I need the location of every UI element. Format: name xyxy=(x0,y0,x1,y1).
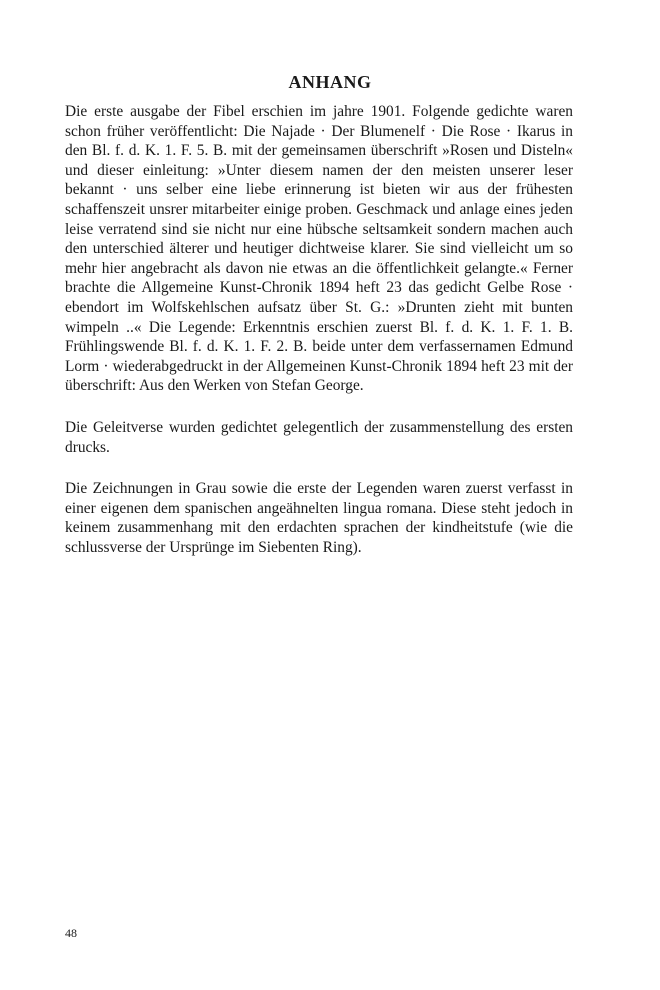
paragraph-publication-history: Die erste ausgabe der Fibel erschien im jahre 1901. Folgende gedichte waren schon früher veröffentlicht: Die Najade · Der Blumenelf · Die Rose · Ikarus in den Bl. f. d. K. 1. F. 5. B. mit der gemeinsamen überschrift »Rosen und Disteln« und dieser einleitung: »Unter diesem namen der den meisten unserer leser bekannt · uns selber eine liebe erinnerung ist bieten wir aus der frühesten schaffenszeit unsrer mitarbeiter einige proben. Geschmack und anlage eines jeden leise verratend sind sie nicht nur eine hübsche seltsamkeit sondern machen auch den unterschied älterer und heutiger dichtweise klarer. Sie sind vielleicht um so mehr hier angebracht als davon nie etwas an die öffentlichkeit gelangte.« Ferner brachte die Allgemeine Kunst-Chronik 1894 heft 23 das gedicht Gelbe Rose · ebendort im Wolfskehlschen aufsatz über St. G.: »Drunten zieht mit bunten wimpeln ..« Die Legende: Erkenntnis erschien zuerst Bl. f. d. K. 1. F. 1. B. Frühlingswende Bl. f. d. K. 1. F. 2. B. beide unter dem verfassernamen Edmund Lorm · wiederabgedruckt in der Allgemeinen Kunst-Chronik 1894 heft 23 mit der überschrift: Aus den Werken von Stefan George. xyxy=(65,103,573,395)
appendix-text xyxy=(65,102,573,579)
page-heading: ANHANG xyxy=(288,72,372,92)
paragraph-geleitverse: Die Geleitverse wurden gedichtet gelegentlich der zusammenstellung des ersten drucks. xyxy=(65,418,573,456)
paragraph-zeichnungen: Die Zeichnungen in Grau sowie die erste der Legenden waren zuerst verfasst in einer eigenen dem spanischen angeähnelten lingua romana. Diese steht jedoch in keinem zusammenhang mit den erdachten sprachen der kindheitstufe (wie die schlussverse der Ursprünge im Siebenten Ring). xyxy=(65,480,573,556)
page-number: 48 xyxy=(65,926,77,940)
